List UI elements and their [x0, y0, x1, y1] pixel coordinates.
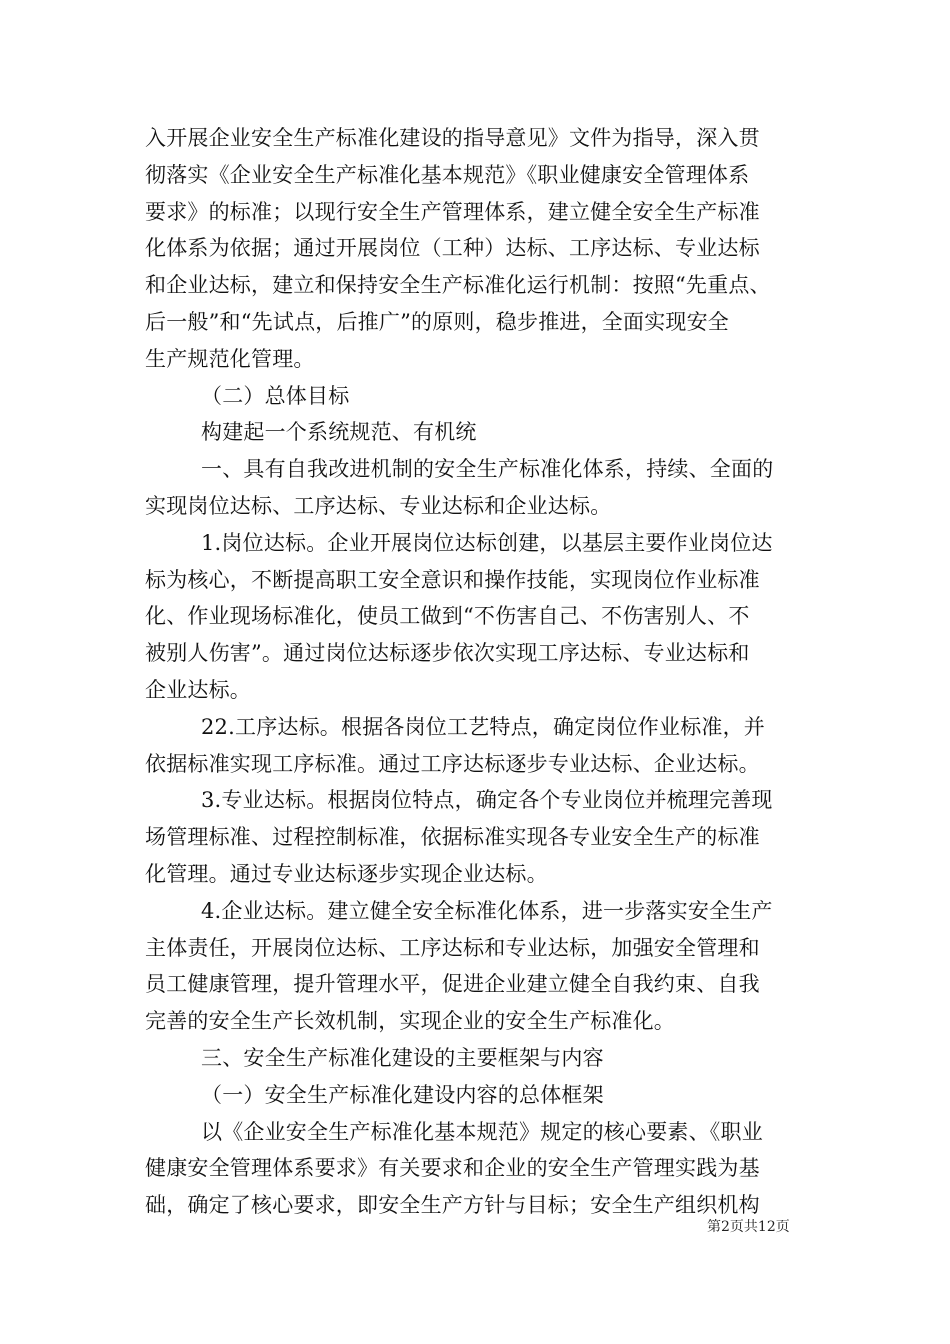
document-body [145, 120, 810, 1224]
body-line: 彻落实《企业安全生产标准化基本规范》《职业健康安全管理体系 [145, 162, 750, 187]
body-line: 员工健康管理，提升管理水平，促进企业建立健全自我约束、自我 [145, 972, 760, 997]
paragraph-start: 一、具有自我改进机制的安全生产标准化体系，持续、全面的 [201, 457, 774, 482]
body-line: 实现岗位达标、工序达标、专业达标和企业达标。 [145, 493, 612, 518]
body-line: 后一般”和“先试点，后推广”的原则，稳步推进，全面实现安全 [145, 309, 730, 334]
body-line: 完善的安全生产长效机制，实现企业的安全生产标准化。 [145, 1009, 675, 1034]
paragraph-start: 22.工序达标。根据各岗位工艺特点，确定岗位作业标准，并 [201, 714, 765, 739]
body-line: 入开展企业安全生产标准化建设的指导意见》文件为指导，深入贯 [145, 126, 760, 150]
body-line: 化、作业现场标准化，使员工做到“不伤害自己、不伤害别人、不 [145, 604, 750, 629]
body-line: 化管理。通过专业达标逐步实现企业达标。 [145, 861, 548, 886]
section-heading: （二）总体目标 [201, 383, 350, 408]
body-line: 标为核心，不断提高职工安全意识和操作技能，实现岗位作业标准 [145, 567, 760, 592]
body-line: 生产规范化管理。 [145, 346, 315, 371]
body-line: 和企业达标，建立和保持安全生产标准化运行机制：按照“先重点、 [145, 273, 771, 298]
body-line: 场管理标准、过程控制标准，依据标准实现各专业安全生产的标准 [145, 825, 760, 850]
body-line: 被别人伤害”。通过岗位达标逐步依次实现工序达标、专业达标和 [145, 641, 750, 666]
paragraph-start: 4.企业达标。建立健全安全标准化体系，进一步落实安全生产 [201, 898, 773, 923]
paragraph-start: 3.专业达标。根据岗位特点，确定各个专业岗位并梳理完善现 [201, 788, 773, 813]
section-heading: 三、安全生产标准化建设的主要框架与内容 [201, 1045, 604, 1070]
body-line: 础，确定了核心要求，即安全生产方针与目标；安全生产组织机构 [145, 1193, 760, 1218]
body-line: 化体系为依据；通过开展岗位（工种）达标、工序达标、专业达标 [145, 236, 760, 261]
body-line: 健康安全管理体系要求》有关要求和企业的安全生产管理实践为基 [145, 1156, 760, 1181]
body-line: 依据标准实现工序标准。通过工序达标逐步专业达标、企业达标。 [145, 751, 760, 776]
body-line: 企业达标。 [145, 677, 251, 702]
paragraph-start: 1.岗位达标。企业开展岗位达标创建，以基层主要作业岗位达 [201, 530, 773, 555]
paragraph-start: 以《企业安全生产标准化基本规范》规定的核心要素、《职业 [201, 1119, 763, 1144]
body-line: 主体责任，开展岗位达标、工序达标和专业达标，加强安全管理和 [145, 935, 760, 960]
page-number: 第2页共12页 [707, 1219, 790, 1235]
section-heading: （一）安全生产标准化建设内容的总体框架 [201, 1082, 604, 1107]
body-line: 要求》的标准；以现行安全生产管理体系，建立健全安全生产标准 [145, 199, 760, 224]
paragraph-start: 构建起一个系统规范、有机统 [201, 420, 477, 445]
